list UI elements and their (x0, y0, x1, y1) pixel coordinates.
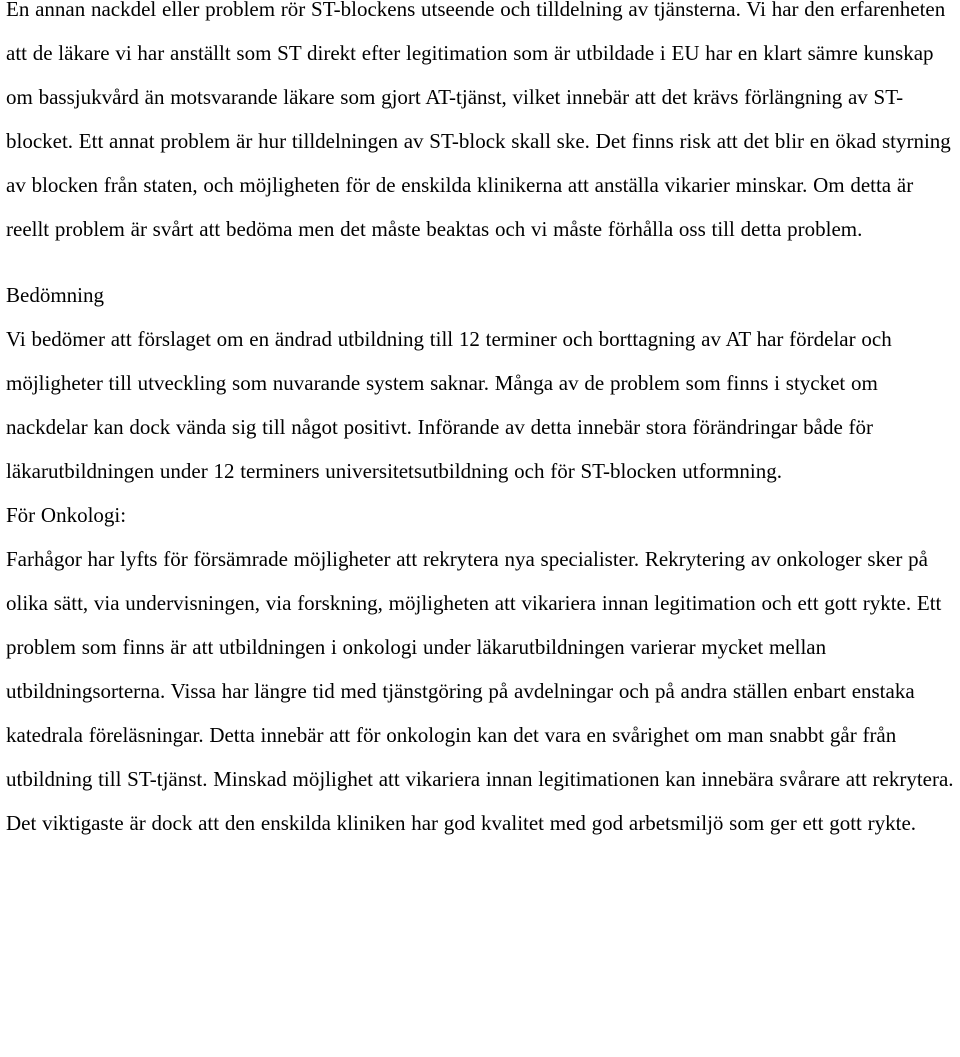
paragraph-oncology: Farhågor har lyfts för försämrade möjligheter att rekrytera nya specialister. Rekrytering av onkologer sker på olika sätt, via undervisningen, via forskning, möjligheten att vikariera innan legitimation och ett gott rykte. Ett problem som finns är att utbildningen i onkologi under läkarutbildningen varierar mycket mellan utbildningsorterna. Vissa har längre tid med tjänstgöring på avdelningar och på andra ställen enbart enstaka katedrala föreläsningar. Detta innebär att för onkologin kan det vara en svårighet om man snabbt går från utbildning till ST-tjänst. Minskad möjlighet att vikariera innan legitimationen kan innebära svårare att rekrytera. Det viktigaste är dock att den enskilda kliniken har god kvalitet med god arbetsmiljö som ger ett gott rykte. (6, 547, 954, 835)
heading-assessment: Bedömning (6, 283, 104, 307)
document-page (6, 0, 956, 845)
paragraph-disadvantages: En annan nackdel eller problem rör ST-blockens utseende och tilldelning av tjänsterna. Vi har den erfarenheten att de läkare vi har anställt som ST direkt efter legitimation som är utbildade i EU har en klart sämre kunskap om bassjukvård än motsvarande läkare som gjort AT-tjänst, vilket innebär att det krävs förlängning av ST-blocket. Ett annat problem är hur tilldelningen av ST-block skall ske. Det finns risk att det blir en ökad styrning av blocken från staten, och möjligheten för de enskilda klinikerna att anställa vikarier minskar. Om detta är reellt problem är svårt att bedöma men det måste beaktas och vi måste förhålla oss till detta problem. (6, 0, 951, 241)
paragraph-assessment: Vi bedömer att förslaget om en ändrad utbildning till 12 terminer och borttagning av AT har fördelar och möjligheter till utveckling som nuvarande system saknar. Många av de problem som finns i stycket om nackdelar kan dock vända sig till något positivt. Införande av detta innebär stora förändringar både för läkarutbildningen under 12 terminers universitetsutbildning och för ST-blocken utformning. (6, 327, 892, 483)
heading-oncology: För Onkologi: (6, 503, 127, 527)
